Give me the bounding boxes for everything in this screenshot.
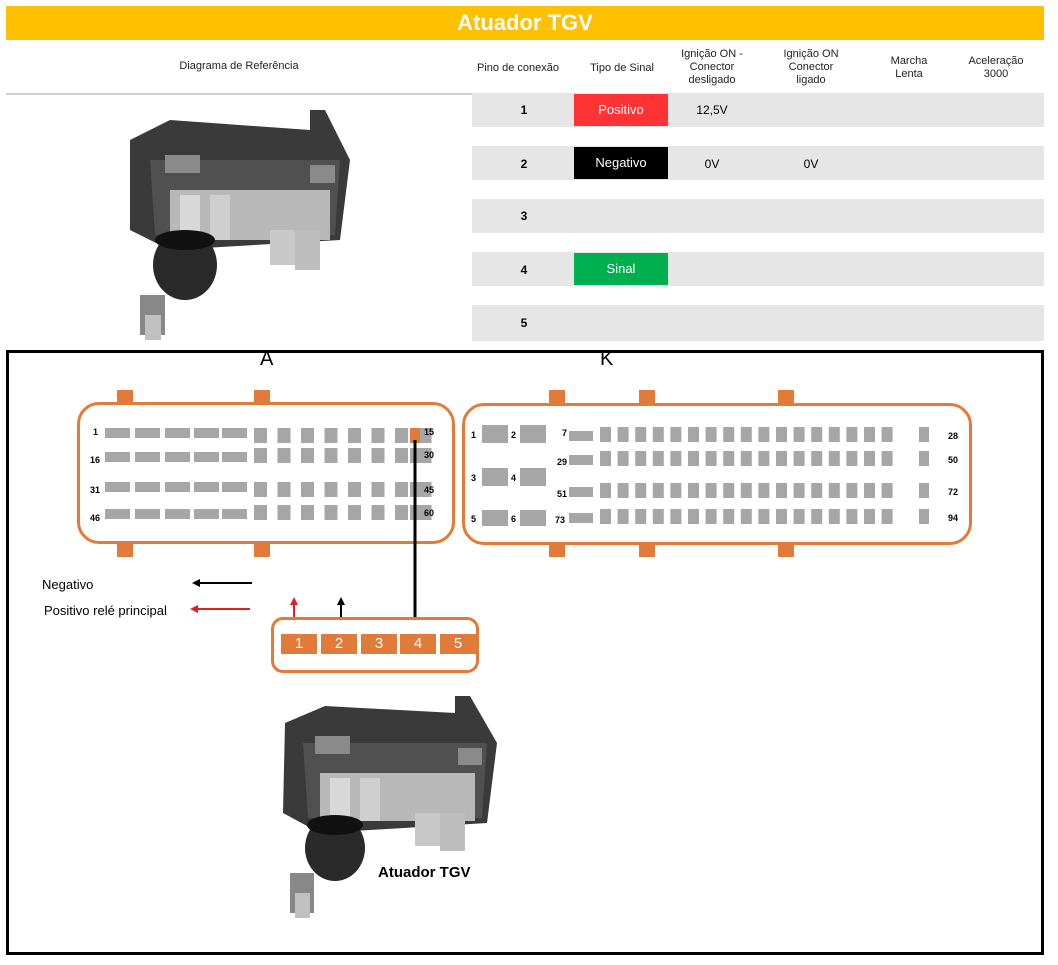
pin-label: 15	[424, 427, 435, 437]
pin-label: 46	[90, 513, 101, 523]
header-ign-off: Ignição ON - Conector desligado	[681, 48, 743, 86]
pin-label: 72	[948, 487, 959, 497]
legend-positive: Positivo relé principal	[44, 603, 167, 618]
pin-label: 29	[557, 457, 568, 467]
pin-label: 73	[555, 515, 566, 525]
pin-label: 16	[90, 455, 101, 465]
pin-label: 3	[471, 473, 477, 483]
pin-label: 5	[471, 514, 477, 524]
signal-badge-negativo: Negativo	[574, 147, 668, 179]
pin-label: 51	[557, 489, 568, 499]
tgv-pin-5: 5	[440, 634, 476, 654]
pin-label: 7	[562, 428, 568, 438]
pin-label: 45	[424, 485, 435, 495]
signal-badge-sinal: Sinal	[574, 253, 668, 285]
legend-negative: Negativo	[42, 577, 94, 592]
pin-label: 94	[948, 513, 959, 523]
header-ref: Diagrama de Referência	[179, 60, 299, 72]
tgv-pin-3: 3	[361, 634, 397, 654]
connector-k-label: K	[600, 348, 614, 370]
page-title: Atuador TGV	[6, 6, 1044, 40]
header-type: Tipo de Sinal	[590, 62, 654, 74]
ign-off-value: 0V	[704, 157, 720, 171]
signal-badge-positivo: Positivo	[574, 94, 668, 126]
pin-label: 4	[511, 473, 517, 483]
pin-label: 1	[93, 427, 99, 437]
ign-off-value: 12,5V	[696, 103, 728, 117]
actuator-caption: Atuador TGV	[378, 864, 471, 881]
pin-label: 2	[511, 430, 517, 440]
ign-on-value: 0V	[803, 157, 819, 171]
pin-number: 1	[520, 103, 528, 117]
header-pin: Pino de conexão	[477, 62, 559, 74]
pin-label: 50	[948, 455, 959, 465]
actuator-image	[265, 688, 515, 923]
pin-label: 30	[424, 450, 435, 460]
pin-label: 6	[511, 514, 517, 524]
pin-label: 28	[948, 431, 959, 441]
pin-number: 5	[520, 316, 528, 330]
header-ign-on: Ignição ON Conector ligado	[783, 48, 839, 86]
pin-label: 60	[424, 508, 435, 518]
pin-number: 4	[520, 263, 528, 277]
header-idle: Marcha Lenta	[890, 55, 928, 80]
pin-number: 3	[520, 209, 528, 223]
tgv-pin-4: 4	[400, 634, 436, 654]
connector-a-label: A	[260, 348, 274, 370]
pin-label: 1	[471, 430, 477, 440]
tgv-pin-1: 1	[281, 634, 317, 654]
tgv-pin-2: 2	[321, 634, 357, 654]
pin-label: 31	[90, 485, 101, 495]
pin-number: 2	[520, 157, 528, 171]
header-acc: Aceleração 3000	[968, 55, 1024, 80]
